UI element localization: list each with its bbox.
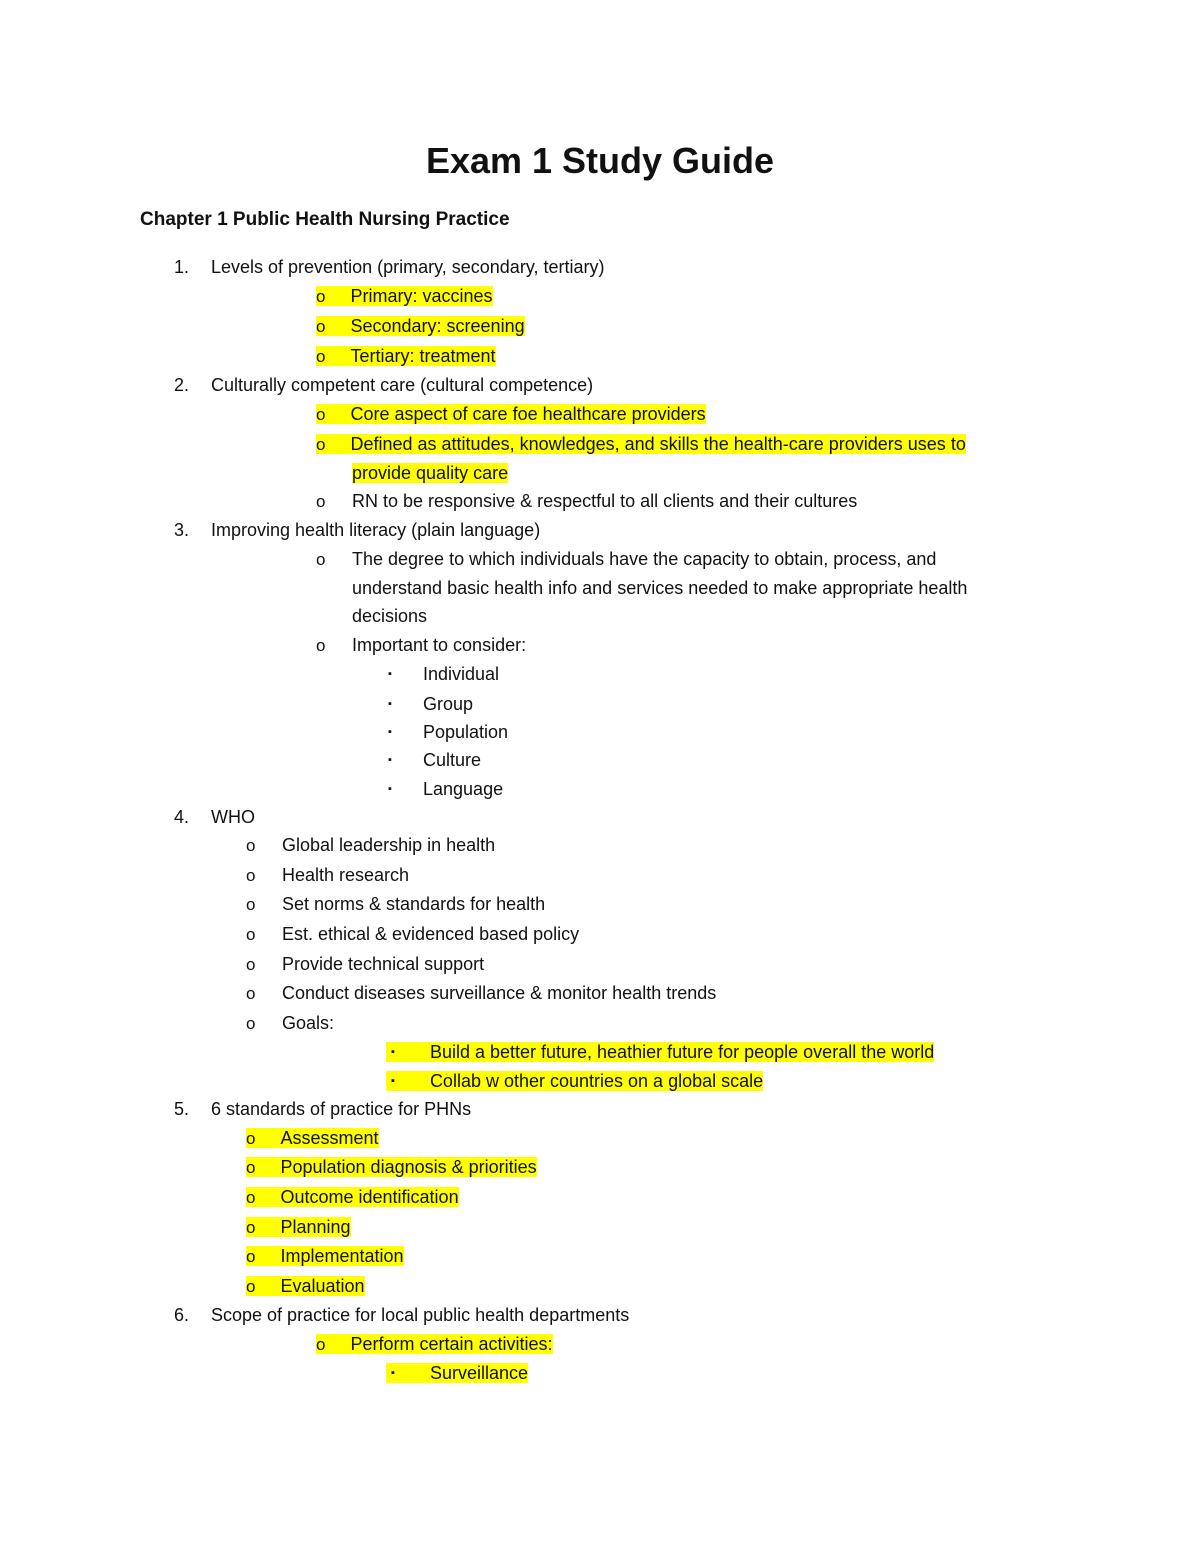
circle-bullet-icon: o <box>246 955 256 974</box>
item-number: 3. <box>174 520 190 540</box>
sub-item <box>246 832 496 859</box>
sub-sub-item-text: Collab w other countries on a global scale <box>429 1071 764 1091</box>
circle-bullet-icon: o <box>246 1247 256 1266</box>
sub-item <box>316 1331 553 1358</box>
sub-item <box>246 921 580 948</box>
sub-item-text: understand basic health info and services needed to make appropriate health <box>352 578 968 598</box>
sub-item-text: Health research <box>282 865 410 885</box>
square-bullet-icon: ▪ <box>391 1367 395 1379</box>
sub-item-text: Secondary: screening <box>350 316 525 336</box>
item-number: 6. <box>174 1305 190 1325</box>
sub-item-text: Assessment <box>280 1128 379 1148</box>
sub-item-text: provide quality care <box>352 463 509 483</box>
circle-bullet-icon: o <box>246 866 256 885</box>
sub-item-text: Core aspect of care foe healthcare providers <box>350 404 706 424</box>
item-number: 4. <box>174 807 190 827</box>
sub-item <box>246 1273 365 1300</box>
sub-sub-item-text: Group <box>423 694 474 714</box>
sub-item-continuation <box>352 575 967 601</box>
item-number: 2. <box>174 375 190 395</box>
sub-item-text: decisions <box>352 606 428 626</box>
sub-item-text: Conduct diseases surveillance & monitor health trends <box>282 983 717 1003</box>
circle-bullet-icon: o <box>316 550 326 569</box>
sub-sub-item <box>386 1360 528 1389</box>
circle-bullet-icon: o <box>316 405 326 424</box>
square-bullet-icon: ▪ <box>388 698 392 710</box>
sub-item-text: Evaluation <box>280 1276 365 1296</box>
circle-bullet-icon: o <box>246 984 256 1003</box>
list-item-6 <box>174 1302 630 1328</box>
sub-sub-item-text: Build a better future, heathier future for people overall the world <box>429 1042 935 1062</box>
sub-item-text: Primary: vaccines <box>350 286 493 306</box>
square-bullet-icon: ▪ <box>388 726 392 738</box>
item-number: 5. <box>174 1099 190 1119</box>
circle-bullet-icon: o <box>316 636 326 655</box>
circle-bullet-icon: o <box>246 1129 256 1148</box>
circle-bullet-icon: o <box>246 1188 256 1207</box>
sub-item-text: Defined as attitudes, knowledges, and skills the health-care providers uses to <box>350 434 966 454</box>
sub-sub-item <box>388 719 509 748</box>
square-bullet-icon: ▪ <box>388 783 392 795</box>
sub-item <box>246 980 717 1007</box>
circle-bullet-icon: o <box>316 287 326 306</box>
sub-sub-item-text: Individual <box>423 664 500 684</box>
sub-sub-item <box>386 1068 763 1097</box>
sub-item-continuation <box>352 460 508 486</box>
sub-item-text: RN to be responsive & respectful to all clients and their cultures <box>352 491 858 511</box>
circle-bullet-icon: o <box>246 1158 256 1177</box>
list-item-4 <box>174 804 255 830</box>
circle-bullet-icon: o <box>316 492 326 511</box>
sub-item-text: Set norms & standards for health <box>282 894 546 914</box>
sub-item-text: Implementation <box>280 1246 404 1266</box>
square-bullet-icon: ▪ <box>391 1046 395 1058</box>
item-text: Scope of practice for local public health departments <box>211 1305 630 1325</box>
sub-item-text: The degree to which individuals have the capacity to obtain, process, and <box>352 549 937 569</box>
sub-item <box>246 951 485 978</box>
sub-sub-item <box>388 691 474 720</box>
sub-item <box>246 1243 404 1270</box>
sub-item <box>246 891 546 918</box>
circle-bullet-icon: o <box>246 925 256 944</box>
item-text: 6 standards of practice for PHNs <box>211 1099 472 1119</box>
circle-bullet-icon: o <box>316 317 326 336</box>
sub-item-text: Planning <box>280 1217 351 1237</box>
sub-item-text: Outcome identification <box>280 1187 459 1207</box>
sub-item <box>316 431 966 458</box>
circle-bullet-icon: o <box>316 347 326 366</box>
item-number: 1. <box>174 257 190 277</box>
item-text: WHO <box>211 807 255 827</box>
sub-item-text: Population diagnosis & priorities <box>280 1157 537 1177</box>
sub-sub-item <box>388 661 500 690</box>
item-text: Improving health literacy (plain language) <box>211 520 541 540</box>
sub-sub-item <box>388 747 482 776</box>
sub-item-text: Perform certain activities: <box>350 1334 553 1354</box>
sub-item <box>316 632 527 659</box>
circle-bullet-icon: o <box>246 836 256 855</box>
sub-sub-item <box>388 776 504 805</box>
circle-bullet-icon: o <box>246 1277 256 1296</box>
list-item-2 <box>174 372 594 398</box>
page-title: Exam 1 Study Guide <box>425 140 775 181</box>
square-bullet-icon: ▪ <box>388 668 392 680</box>
sub-item <box>246 1154 537 1181</box>
sub-item <box>246 1214 351 1241</box>
sub-item <box>246 1184 459 1211</box>
chapter-heading: Chapter 1 Public Health Nursing Practice <box>140 209 510 230</box>
sub-item <box>316 488 858 515</box>
sub-item <box>316 313 525 340</box>
sub-sub-item <box>386 1039 934 1068</box>
sub-item <box>316 343 496 370</box>
sub-item-continuation <box>352 603 427 629</box>
square-bullet-icon: ▪ <box>391 1075 395 1087</box>
sub-item-text: Goals: <box>282 1013 335 1033</box>
list-item-1 <box>174 254 605 280</box>
sub-item <box>316 546 937 573</box>
sub-sub-item-text: Culture <box>423 750 482 770</box>
list-item-3 <box>174 517 541 543</box>
sub-sub-item-text: Surveillance <box>429 1363 528 1383</box>
sub-item <box>316 283 493 310</box>
circle-bullet-icon: o <box>246 895 256 914</box>
circle-bullet-icon: o <box>246 1218 256 1237</box>
sub-sub-item-text: Population <box>423 722 509 742</box>
sub-item <box>246 1125 379 1152</box>
item-text: Levels of prevention (primary, secondary, tertiary) <box>211 257 605 277</box>
sub-item-text: Global leadership in health <box>282 835 496 855</box>
circle-bullet-icon: o <box>316 1335 326 1354</box>
circle-bullet-icon: o <box>246 1014 256 1033</box>
sub-item <box>246 1010 335 1037</box>
circle-bullet-icon: o <box>316 435 326 454</box>
list-item-5 <box>174 1096 472 1122</box>
sub-item-text: Important to consider: <box>352 635 527 655</box>
sub-item <box>316 401 706 428</box>
sub-item-text: Provide technical support <box>282 954 485 974</box>
sub-item-text: Est. ethical & evidenced based policy <box>282 924 580 944</box>
square-bullet-icon: ▪ <box>388 754 392 766</box>
item-text: Culturally competent care (cultural competence) <box>211 375 594 395</box>
sub-sub-item-text: Language <box>423 779 504 799</box>
sub-item-text: Tertiary: treatment <box>350 346 496 366</box>
sub-item <box>246 862 410 889</box>
